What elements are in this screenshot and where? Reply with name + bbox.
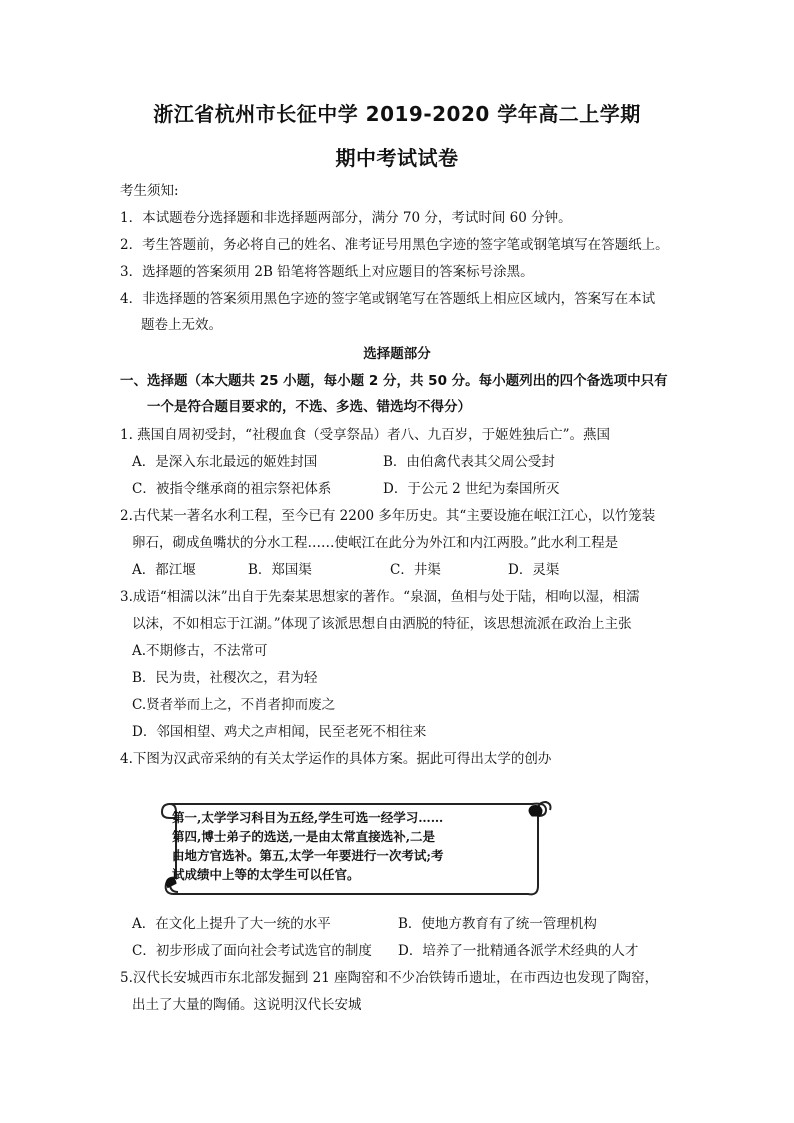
- exam-title-line-1: 浙江省杭州市长征中学 2019-2020 学年高二上学期: [153, 102, 641, 126]
- notice-heading: 考生须知:: [120, 183, 179, 199]
- section-title: 选择题部分: [363, 346, 431, 362]
- q4-option-d: D．培养了一批精通各派学术经典的人才: [398, 943, 639, 959]
- notice-item-2: 2．考生答题前，务必将自己的姓名、准考证号用黑色字迹的签字笔或钢笔填写在答题纸上。: [120, 237, 669, 253]
- q4-stem: 4.下图为汉武帝采纳的有关太学运作的具体方案。据此可得出太学的创办: [120, 751, 552, 767]
- q5-stem-line-2: 出土了大量的陶俑。这说明汉代长安城: [132, 997, 362, 1013]
- q3-option-b: B．民为贵，社稷次之，君为轻: [132, 670, 318, 686]
- part-instruction-line-1: 一、选择题（本大题共 25 小题，每小题 2 分，共 50 分。每小题列出的四个备选项中只有: [120, 373, 668, 389]
- q1-option-b: B．由伯禽代表其父周公受封: [383, 454, 555, 470]
- notice-item-4-cont: 题卷上无效。: [141, 317, 222, 333]
- q5-stem-line-1: 5.汉代长安城西市东北部发掘到 21 座陶窑和不少冶铁铸币遗址，在市西边也发现了陶窑，: [120, 970, 659, 986]
- q3-option-a: A.不期修古，不法常可: [132, 643, 268, 659]
- q4-option-b: B．使地方教育有了统一管理机构: [398, 916, 597, 932]
- notice-item-1: 1．本试题卷分选择题和非选择题两部分，满分 70 分，考试时间 60 分钟。: [120, 210, 572, 226]
- q1-option-a: A．是深入东北最远的姬姓封国: [132, 454, 318, 470]
- q2-option-d: D．灵渠: [508, 562, 560, 578]
- q2-stem-line-1: 2.古代某一著名水利工程，至今已有 2200 多年历史。其“主要设施在岷江江心，以竹笼装: [120, 508, 656, 524]
- q2-option-c: C．井渠: [390, 562, 441, 578]
- scroll-line-2: 第四,博士弟子的选送,一是由太常直接选补,二是: [172, 829, 436, 844]
- scroll-line-4: 试成绩中上等的太学生可以任官。: [172, 867, 360, 882]
- notice-item-3: 3．选择题的答案须用 2B 铅笔将答题纸上对应题目的答案标号涂黑。: [120, 264, 534, 280]
- scroll-line-3: 由地方官选补。第五,太学一年要进行一次考试;考: [172, 848, 444, 863]
- q4-option-c: C．初步形成了面向社会考试选官的制度: [132, 943, 372, 959]
- scroll-line-1: 第一,太学学习科目为五经,学生可选一经学习……: [172, 810, 444, 825]
- part-instruction-line-2: 一个是符合题目要求的，不选、多选、错选均不得分）: [147, 399, 471, 415]
- q1-stem: 1. 燕国自周初受封，“社稷血食（受享祭品）者八、九百岁，于姬姓独后亡”。燕国: [120, 427, 610, 443]
- q4-option-a: A．在文化上提升了大一统的水平: [132, 916, 331, 932]
- q3-option-c: C.贤者举而上之，不肖者抑而废之: [132, 697, 336, 713]
- q1-option-c: C．被指令继承商的祖宗祭祀体系: [132, 481, 332, 497]
- q3-option-d: D．邻国相望、鸡犬之声相闻，民至老死不相往来: [132, 724, 427, 740]
- q2-option-a: A．都江堰: [132, 562, 196, 578]
- q1-option-d: D．于公元 2 世纪为秦国所灭: [383, 481, 560, 497]
- exam-title-line-2: 期中考试试卷: [335, 146, 459, 170]
- q3-stem-line-2: 以沫，不如相忘于江湖。”体现了该派思想自由洒脱的特征，该思想流派在政治上主张: [132, 616, 632, 632]
- q2-stem-line-2: 卵石，砌成鱼嘴状的分水工程……使岷江在此分为外江和内江两股。”此水利工程是: [132, 535, 619, 551]
- q2-option-b: B．郑国渠: [248, 562, 312, 578]
- notice-item-4: 4．非选择题的答案须用黑色字迹的签字笔或钢笔写在答题纸上相应区域内，答案写在本试: [120, 291, 656, 307]
- q3-stem-line-1: 3.成语“相濡以沫”出自于先秦某思想家的著作。“泉涸，鱼相与处于陆，相呴以湿，相濡: [120, 589, 640, 605]
